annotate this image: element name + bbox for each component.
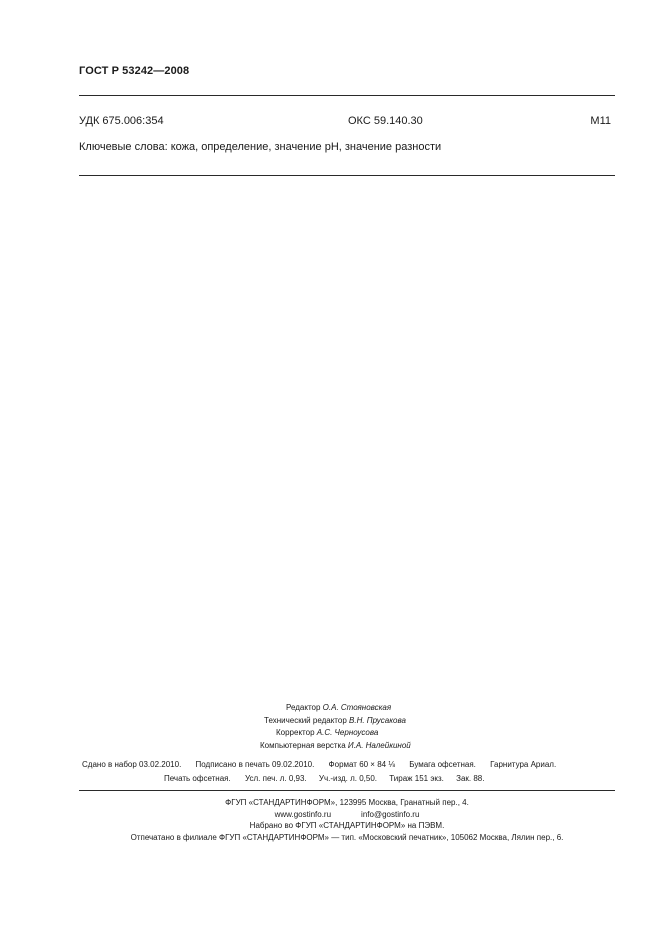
contact-row xyxy=(79,809,615,821)
publisher-address: ФГУП «СТАНДАРТИНФОРМ», 123995 Москва, Гранатный пер., 4. xyxy=(225,798,469,807)
publishing-sheets: Уч.-изд. л. 0,50. xyxy=(318,774,378,783)
udk-code: УДК 675.006:354 xyxy=(79,115,164,127)
editorial-staff xyxy=(240,702,480,752)
layout-label: Компьютерная верстка xyxy=(260,740,346,750)
format-fraction: ⅛ xyxy=(388,760,396,769)
imprint-divider xyxy=(79,790,615,791)
paper-type: Бумага офсетная. xyxy=(409,760,476,769)
typeface: Гарнитура Ариал. xyxy=(490,760,557,769)
printed-info: Отпечатано в филиале ФГУП «СТАНДАРТИНФОРМ» — тип. «Московский печатник», 105062 Москва, Лялин пер., 6. xyxy=(130,832,564,842)
website-link[interactable]: www.gostinfo.ru xyxy=(274,809,332,819)
tech-editor-line xyxy=(240,715,480,728)
keywords-divider xyxy=(79,175,615,176)
layout-line xyxy=(240,740,480,753)
proofreader-label: Корректор xyxy=(276,728,315,737)
oks-code: ОКС 59.140.30 xyxy=(348,115,423,127)
header-divider xyxy=(79,95,615,96)
editor-line xyxy=(240,702,480,715)
publication-row-2 xyxy=(164,774,484,783)
email-link[interactable]: info@gostinfo.ru xyxy=(361,809,420,819)
conventional-sheets: Усл. печ. л. 0,93. xyxy=(244,774,307,783)
classification-code: М11 xyxy=(590,115,611,127)
signed-date: Подписано в печать 09.02.2010. xyxy=(195,760,315,769)
format-label: Формат 60 × 84 xyxy=(328,760,387,769)
circulation: Тираж 151 экз. xyxy=(389,774,444,783)
print-type: Печать офсетная. xyxy=(164,774,231,783)
proofreader-line xyxy=(240,727,480,740)
submitted-date: Сдано в набор 03.02.2010. xyxy=(82,760,182,769)
standard-number: ГОСТ Р 53242—2008 xyxy=(79,65,190,77)
order-number: Зак. 88. xyxy=(456,774,485,783)
editor-name: О.А. Стояновская xyxy=(322,703,392,712)
proofreader-name: А.С. Черноусова xyxy=(316,728,379,737)
typeset-info: Набрано во ФГУП «СТАНДАРТИНФОРМ» на ПЭВМ. xyxy=(249,821,445,830)
tech-editor-label: Технический редактор xyxy=(264,715,347,725)
tech-editor-name: В.Н. Прусакова xyxy=(349,715,406,725)
keywords: Ключевые слова: кожа, определение, значение рН, значение разности xyxy=(79,141,442,153)
editor-label: Редактор xyxy=(286,703,321,712)
printing-info xyxy=(79,797,615,843)
layout-name: И.А. Налейкиной xyxy=(347,740,411,750)
publication-row-1 xyxy=(82,760,556,769)
